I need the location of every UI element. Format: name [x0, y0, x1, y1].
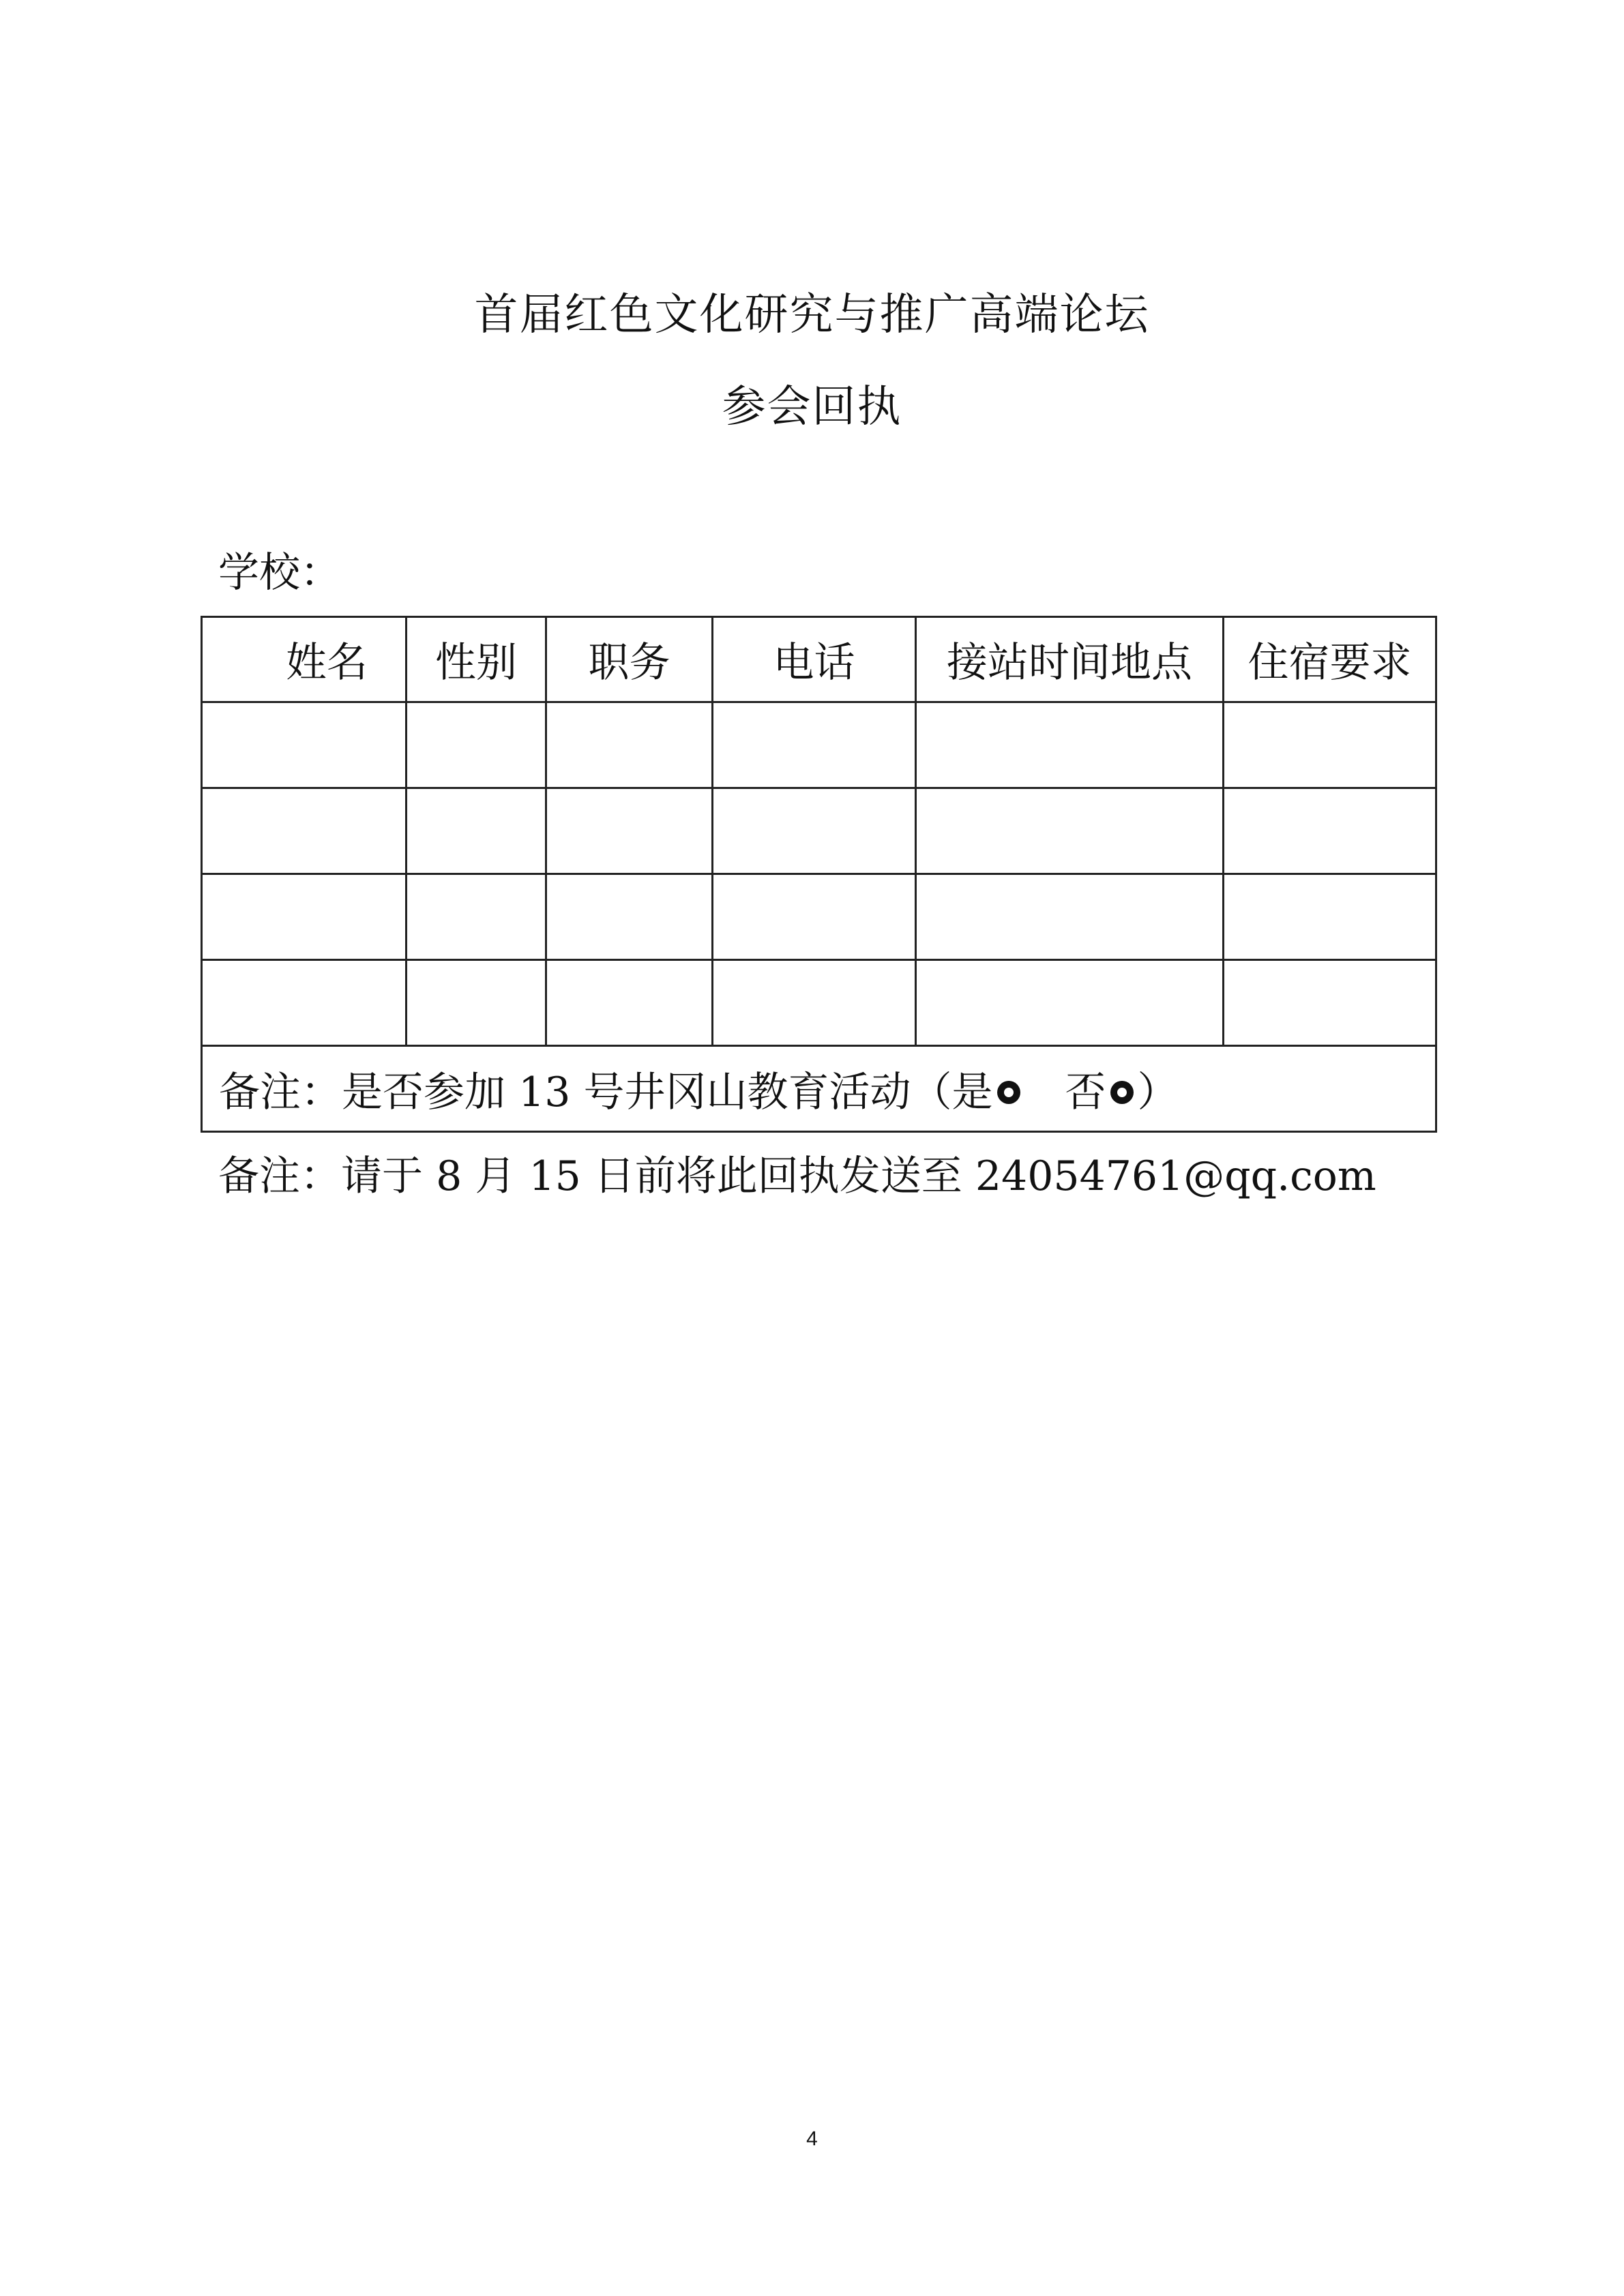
table-cell[interactable] — [713, 960, 916, 1046]
radio-circle-icon[interactable] — [1110, 1081, 1134, 1104]
radio-circle-icon[interactable] — [997, 1081, 1020, 1104]
table-cell[interactable] — [916, 874, 1224, 960]
table-cell[interactable] — [546, 874, 713, 960]
table-cell[interactable] — [1224, 788, 1436, 874]
table-row — [202, 874, 1436, 960]
header-pickup-time-place: 接站时间地点 — [916, 617, 1224, 702]
table-cell[interactable] — [407, 874, 546, 960]
table-cell[interactable] — [546, 702, 713, 788]
table-cell[interactable] — [407, 960, 546, 1046]
activity-note-cell — [202, 1046, 1436, 1132]
table-cell[interactable] — [546, 788, 713, 874]
table-cell[interactable] — [202, 874, 407, 960]
document-title: 首届红色文化研究与推广高端论坛 — [474, 290, 1150, 340]
header-accommodation: 住宿要求 — [1224, 617, 1436, 702]
note-suffix: ） — [1137, 1068, 1179, 1116]
table-cell[interactable] — [713, 702, 916, 788]
table-row — [202, 702, 1436, 788]
header-position: 职务 — [546, 617, 713, 702]
table-cell[interactable] — [916, 702, 1224, 788]
table-cell[interactable] — [713, 874, 916, 960]
table-cell[interactable] — [202, 702, 407, 788]
table-cell[interactable] — [407, 702, 546, 788]
table-cell[interactable] — [546, 960, 713, 1046]
header-phone: 电话 — [713, 617, 916, 702]
table-cell[interactable] — [202, 788, 407, 874]
header-gender: 性别 — [407, 617, 546, 702]
table-cell[interactable] — [916, 960, 1224, 1046]
table-row — [202, 788, 1436, 874]
table-cell[interactable] — [713, 788, 916, 874]
activity-note-text: 备注：是否参加 13 号井冈山教育活动（是 — [219, 1068, 993, 1116]
table-cell[interactable] — [1224, 960, 1436, 1046]
page-number: 4 — [806, 2128, 818, 2150]
table-row — [202, 960, 1436, 1046]
table-cell[interactable] — [916, 788, 1224, 874]
table-header-row — [202, 617, 1436, 702]
table-cell[interactable] — [202, 960, 407, 1046]
table-cell[interactable] — [1224, 874, 1436, 960]
submission-note: 备注：请于 8 月 15 日前将此回执发送至 24054761@qq.com — [218, 1152, 1376, 1200]
table-cell[interactable] — [1224, 702, 1436, 788]
table-note-row — [202, 1046, 1436, 1132]
option-no-label: 否 — [1065, 1068, 1106, 1116]
school-label: 学校： — [218, 549, 341, 597]
registration-table — [201, 616, 1437, 1133]
document-subtitle: 参会回执 — [722, 382, 902, 432]
table-cell[interactable] — [407, 788, 546, 874]
header-name: 姓名 — [202, 617, 407, 702]
